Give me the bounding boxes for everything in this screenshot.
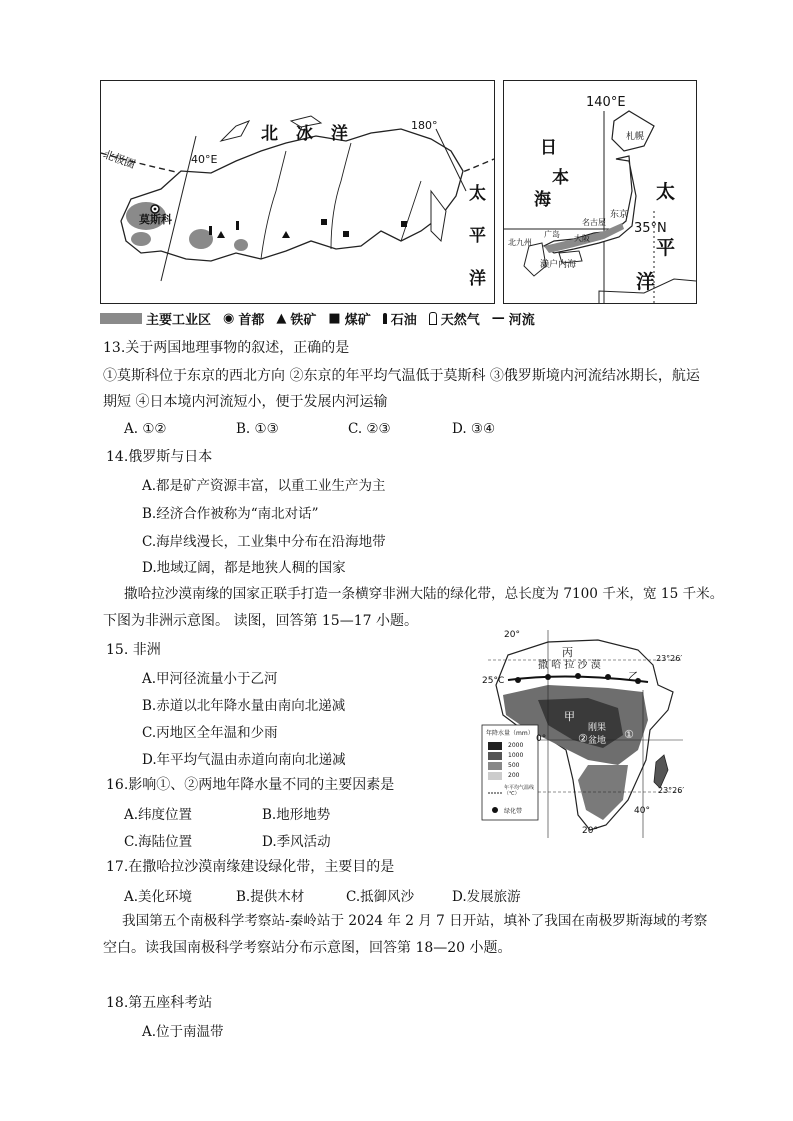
q13-line1: ①莫斯科位于东京的西北方向 ②东京的年平均气温低于莫斯科 ③俄罗斯境内河流结冰期长，航运: [103, 368, 700, 384]
africa-lon20w: 20°: [504, 630, 520, 640]
q14-option-a: A.都是矿产资源丰富，以重工业生产为主: [142, 478, 386, 494]
q17-stem: 17.在撒哈拉沙漠南缘建设绿化带，主要目的是: [106, 859, 395, 875]
arctic-ocean-label: 北 冰 洋: [261, 124, 354, 144]
passage2-line2: 空白。读我国南极科学考察站分布示意图，回答第 18—20 小题。: [103, 940, 512, 956]
russia-map-drawing: [101, 81, 494, 303]
passage1-line1: 撒哈拉沙漠南缘的国家正联手打造一条横穿非洲大陆的绿化带，总长度为 7100 千米，宽 15 千米。: [124, 586, 724, 602]
hiroshima-label: 广岛: [544, 230, 560, 239]
q14-option-b: B.经济合作被称为“南北对话”: [142, 506, 319, 522]
legend-gas-label: 天然气: [440, 312, 480, 328]
q16-option-a: A.纬度位置: [124, 807, 193, 823]
africa-25c: 25°C: [482, 676, 505, 686]
capital-icon: ◉: [223, 310, 235, 326]
q17-option-d: D.发展旅游: [452, 889, 521, 905]
russia-map: [100, 80, 495, 304]
sea-japan-1: 日: [540, 138, 563, 158]
q18-stem: 18.第五座科考站: [106, 995, 213, 1011]
legend-industrial-label: 主要工业区: [146, 312, 212, 328]
q16-stem: 16.影响①、②两地年降水量不同的主要因素是: [106, 777, 395, 793]
q13-line2: 期短 ④日本境内河流短小，便于发展内河运输: [103, 394, 388, 410]
legend-river: [492, 309, 535, 328]
legend-coal-label: 煤矿: [344, 312, 371, 328]
lat-35-label: 35°N: [634, 221, 667, 236]
kitakyushu-label: 北九州: [508, 238, 532, 247]
coal-icon: ■: [328, 310, 341, 326]
africa-legend-2000: 2000: [508, 742, 524, 749]
q15-stem: 15. 非洲: [106, 642, 161, 658]
legend-oil: [383, 309, 417, 328]
legend-iron-label: 铁矿: [290, 312, 317, 328]
q13-option-c: C. ②③: [348, 421, 391, 437]
legend-capital-label: 首都: [238, 312, 265, 328]
q14-option-d: D.地域辽阔，都是地狭人稠的国家: [142, 560, 346, 576]
q14-stem: 14.俄罗斯与日本: [106, 449, 213, 465]
pacific-label-1: 太: [469, 184, 492, 204]
q16-option-c: C.海陆位置: [124, 834, 193, 850]
legend-river-label: 河流: [508, 312, 535, 328]
inland-sea-label: 濑户内海: [540, 260, 577, 270]
q13-stem: 13.关于两国地理事物的叙述，正确的是: [103, 340, 350, 356]
africa-lon40: 40°: [634, 806, 650, 816]
legend-industrial: [100, 309, 211, 328]
q15-option-a: A.甲河径流量小于乙河: [142, 671, 278, 687]
lon-180-label: 180°: [411, 119, 438, 132]
q17-option-a: A.美化环境: [124, 889, 193, 905]
q17-option-b: B.提供木材: [236, 889, 305, 905]
africa-tropic-n: 23°26′: [656, 654, 683, 663]
africa-tropic-s: 23°26′: [658, 786, 685, 795]
africa-map: [478, 630, 690, 838]
q15-option-c: C.丙地区全年温和少雨: [142, 725, 278, 741]
region-bing: 丙: [562, 646, 573, 659]
osaka-label: 大阪: [574, 234, 590, 243]
map-legend: [100, 307, 700, 329]
arctic-circle-label: 北极圈: [101, 147, 138, 172]
japan-pacific-2: 平: [656, 237, 682, 259]
region-jia: 甲: [564, 710, 575, 723]
lon-40-label: 40°E: [191, 153, 218, 166]
africa-legend-iso: 年平均气温线（℃）: [504, 785, 535, 797]
q14-option-c: C.海岸线漫长，工业集中分布在沿海地带: [142, 534, 386, 550]
pacific-label-2: 平: [469, 226, 492, 246]
desert-label: 撒 哈 拉 沙 漠: [538, 660, 601, 671]
sea-japan-2: 本: [552, 168, 575, 188]
passage1-line2: 下图为非洲示意图。 读图，回答第 15—17 小题。: [103, 613, 418, 629]
legend-iron: [276, 309, 316, 328]
nagoya-label: 名古屋: [582, 218, 606, 227]
gas-icon: [429, 312, 437, 325]
region-yi: 乙: [628, 670, 639, 683]
q13-option-d: D. ③④: [452, 421, 496, 437]
africa-legend-title: 年降水量（mm）: [486, 730, 534, 737]
africa-legend-500: 500: [508, 762, 520, 769]
q16-option-d: D.季风活动: [262, 834, 331, 850]
pacific-label-3: 洋: [469, 269, 492, 289]
africa-legend-1000: 1000: [508, 752, 524, 759]
oil-icon: [383, 313, 387, 324]
legend-oil-label: 石油: [390, 312, 417, 328]
circle-2-label: ②: [578, 732, 588, 745]
q13-option-a: A. ①②: [124, 421, 167, 437]
lon-140-label: 140°E: [586, 95, 626, 110]
sea-japan-3: 海: [534, 190, 557, 210]
basin-label: 刚果盆地: [588, 723, 607, 746]
africa-legend-200: 200: [508, 772, 520, 779]
africa-lat0: 0°: [536, 734, 547, 744]
q18-option-a: A.位于南温带: [142, 1024, 224, 1040]
legend-coal: [328, 309, 370, 328]
circle-1-label: ①: [624, 728, 634, 741]
africa-legend-green: 绿化带: [504, 808, 523, 815]
tokyo-label: 东京: [610, 210, 629, 220]
japan-pacific-3: 洋: [636, 271, 662, 293]
africa-bottom20: 20°: [582, 826, 598, 836]
legend-capital: [223, 309, 264, 328]
japan-pacific-1: 太: [656, 181, 682, 203]
iron-icon: ▲: [276, 310, 287, 326]
legend-gas: [429, 309, 480, 328]
q15-option-d: D.年平均气温由赤道向南向北递减: [142, 752, 346, 768]
q15-option-b: B.赤道以北年降水量由南向北递减: [142, 698, 346, 714]
river-icon: —: [491, 310, 505, 326]
q17-option-c: C.抵御风沙: [346, 889, 415, 905]
moscow-label: 莫斯科: [139, 213, 172, 226]
sapporo-label: 札幌: [626, 132, 645, 142]
industrial-swatch: [100, 313, 142, 324]
q16-option-b: B.地形地势: [262, 807, 331, 823]
q13-option-b: B. ①③: [236, 421, 279, 437]
passage2-line1: 我国第五个南极科学考察站-秦岭站于 2024 年 2 月 7 日开站，填补了我国在南极罗斯海域的考察: [122, 913, 708, 929]
japan-map: [503, 80, 697, 304]
